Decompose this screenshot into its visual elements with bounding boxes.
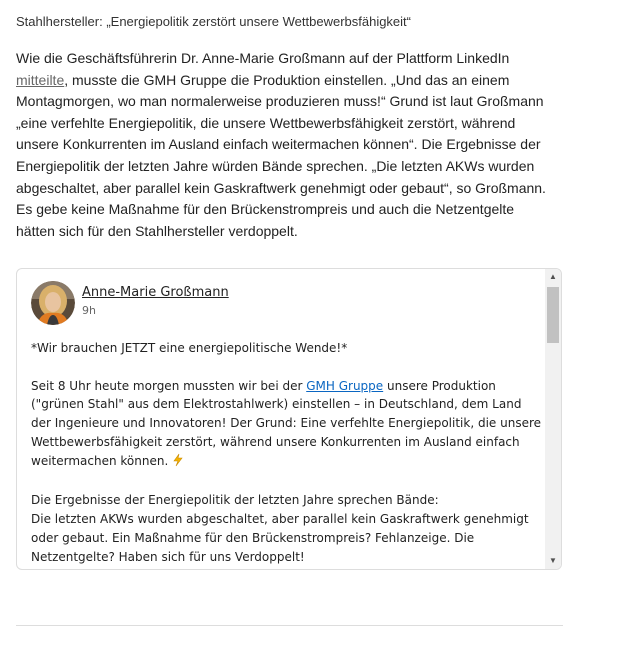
scrollbar-thumb[interactable]	[547, 287, 559, 343]
article-headline: Stahlhersteller: „Energiepolitik zerstört unsere Wettbewerbsfähigkeit“	[16, 14, 411, 29]
triangle-down-icon[interactable]: ▼	[549, 556, 557, 565]
divider	[16, 625, 563, 626]
gmh-gruppe-link[interactable]: GMH Gruppe	[306, 378, 384, 393]
post-time: 9h	[82, 304, 96, 317]
mitteilte-link[interactable]: mitteilte	[16, 71, 65, 88]
post-paragraph-3-line-2: Die letzten AKWs wurden abgeschaltet, aber parallel kein Gaskraftwerk genehmigt oder gebaut. Ein Maßnahme für den Brückenstrompreis? Fehlanzeige. Die Netzentgelte? Haben sich für uns Verdoppelt!	[31, 512, 529, 564]
post-paragraph-1: *Wir brauchen JETZT eine energiepolitische Wende!*	[31, 341, 348, 355]
embed-scrollbar[interactable]	[545, 269, 561, 569]
post-body	[31, 339, 543, 567]
article-body	[16, 48, 556, 242]
post-text: unsere Produktion ("grünen Stahl" aus dem Elektrostahlwerk) einstellen – in Deutschland, dem Land der Ingenieure und Innovatoren! Der Grund: Eine verfehlte Energiepolitik, die unsere Wettbewerbsfähigkeit zerstört, während unsere Konkurrenten im Ausland einfach weitermachen können.	[31, 378, 541, 468]
embed-content	[17, 269, 545, 569]
lightning-icon	[171, 453, 185, 473]
post-paragraph-3-line-1: Die Ergebnisse der Energiepolitik der letzten Jahre sprechen Bände:	[31, 493, 439, 508]
article-text-2: , musste die GMH Gruppe die Produktion einstellen. „Und das an einem Montagmorgen, wo man normalerweise produzieren muss!“ Grund ist laut Großmann „eine verfehlte Energiepolitik, die unsere Wettbewerbsfähigkeit zerstört, während unsere Konkurrenten im Ausland einfach weitermachen können“. Die Ergebnisse der Energiepolitik der letzten Jahre würden Bände sprechen. „Die letzten AKWs wurden abgeschaltet, aber parallel kein Gaskraftwerk genehmigt oder gebaut“, so Großmann. Es gebe keine Maßnahme für den Brückenstrompreis und auch die Netzentgelte hätten sich für den Stahlhersteller verdoppelt.	[16, 71, 546, 239]
post-paragraph-2	[31, 377, 543, 473]
triangle-up-icon[interactable]: ▲	[549, 272, 557, 281]
post-text: Seit 8 Uhr heute morgen mussten wir bei der	[31, 378, 307, 393]
post-author-link[interactable]: Anne-Marie Großmann	[82, 285, 229, 300]
linkedin-embed	[16, 268, 562, 570]
avatar[interactable]	[31, 281, 75, 325]
article-text-1: Wie die Geschäftsführerin Dr. Anne-Marie Großmann auf der Plattform LinkedIn	[16, 50, 510, 66]
